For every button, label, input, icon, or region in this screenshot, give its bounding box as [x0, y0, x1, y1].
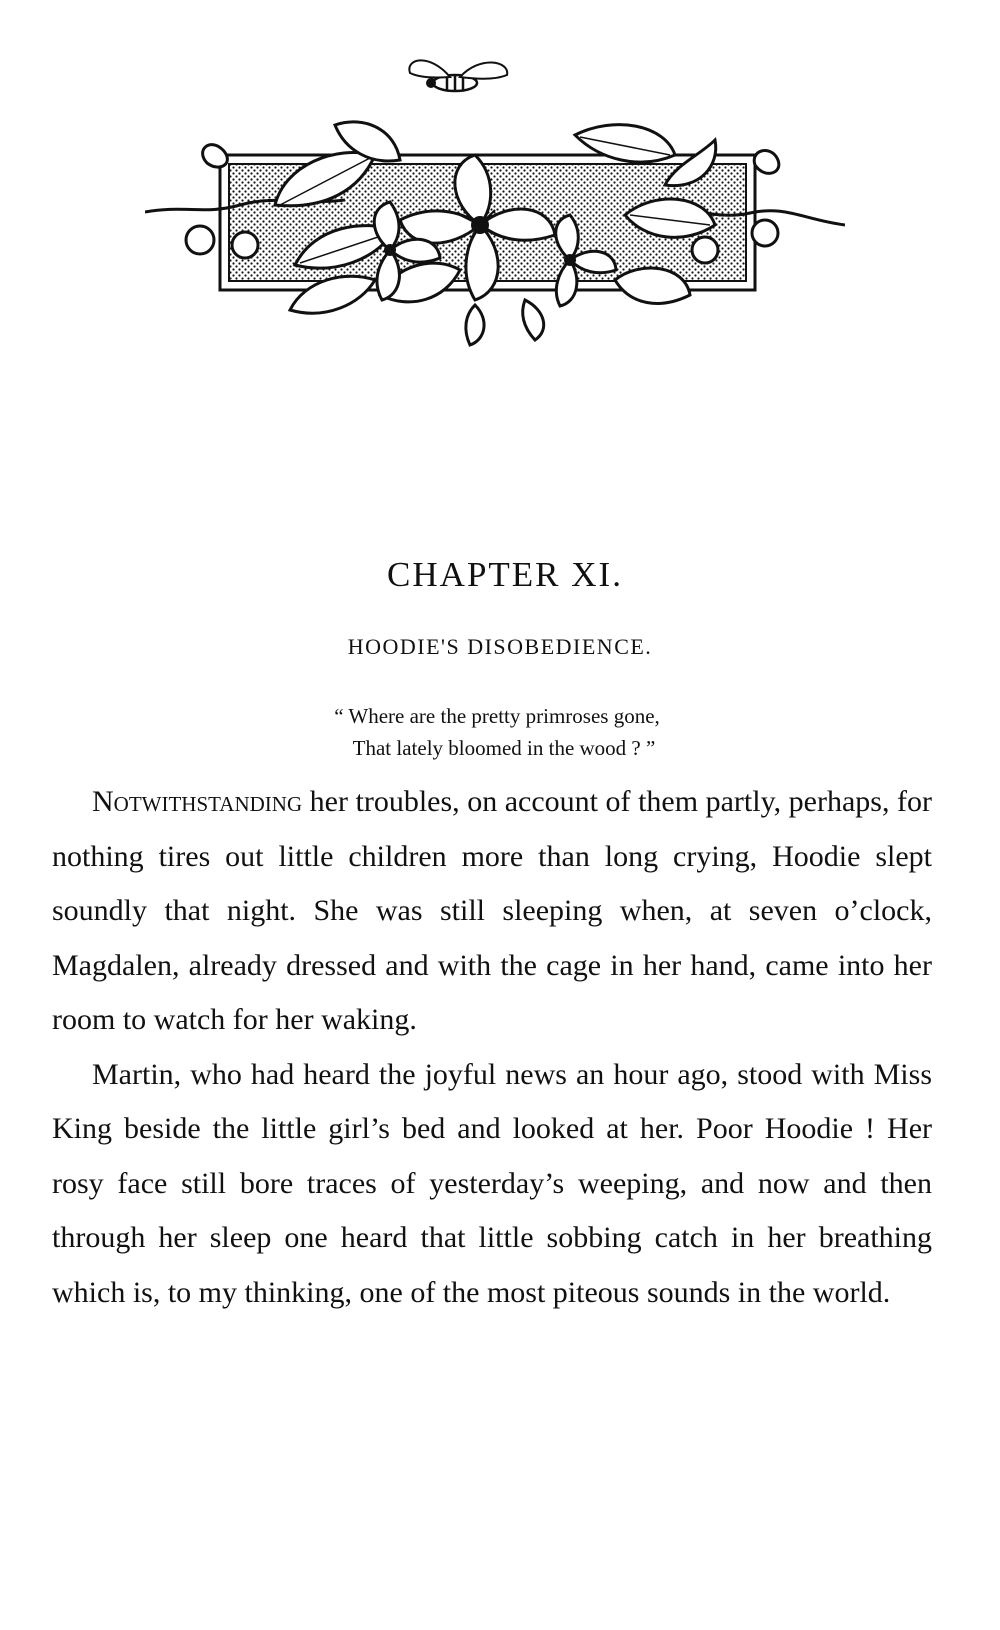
paragraph-2: Martin, who had heard the joyful news an hour ago, stood with Miss King beside the little girl’s bed and looked at her. Poor Hoodie ! Her rosy face still bore traces of yesterday’s weeping, and now and then through her sleep one heard that little sobbing catch in her breathing which is, to my thinking, one of the most piteous sounds in the world.: [52, 1057, 932, 1309]
chapter-body: [52, 775, 932, 1320]
paragraph-1-lead: Notwithstanding: [92, 785, 303, 818]
epigraph: [0, 700, 1000, 764]
epigraph-line-2: That lately bloomed in the wood ? ”: [352, 736, 656, 760]
chapter-number: CHAPTER XI.: [387, 555, 623, 594]
paragraph-1: [52, 775, 932, 1048]
floral-headpiece-icon: [145, 55, 845, 355]
chapter-title: HOODIE'S DISOBEDIENCE.: [347, 634, 653, 659]
epigraph-line-1: “ Where are the pretty primroses gone,: [334, 704, 660, 728]
paragraph-1-text: her troubles, on account of them partly, perhaps, for nothing tires out little children more than long crying, Hoodie slept soundly that night. She was still sleeping when, at seven o’clock, Magdalen, already dressed and with the cage in her hand, came into her room to watch for her waking.: [52, 785, 932, 1036]
